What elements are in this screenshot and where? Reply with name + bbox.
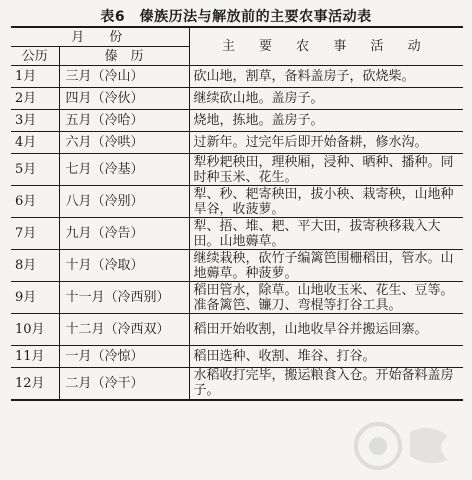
dai-month: 五月（冷哈） (59, 110, 189, 132)
dai-month: 十月（冷取） (59, 250, 189, 282)
gregorian-month: 10月 (11, 314, 59, 346)
table-row (11, 368, 463, 400)
gregorian-month: 3月 (11, 110, 59, 132)
activity-cell: 继续砍山地。盖房子。 (189, 88, 463, 110)
activity-cell: 继续栽秧，砍竹子编篱笆围栅稻田，管水。山地薅草。种菠萝。 (189, 250, 463, 282)
activity-cell: 砍山地，割草，备料盖房子，砍烧柴。 (189, 66, 463, 88)
table-row (11, 88, 463, 110)
gregorian-header: 公历 (11, 47, 59, 66)
dai-month: 四月（冷伙） (59, 88, 189, 110)
dai-month: 七月（冷基） (59, 154, 189, 186)
dai-month: 九月（冷告） (59, 218, 189, 250)
gregorian-month: 1月 (11, 66, 59, 88)
activity-cell: 犁、捂、堆、耙、平大田，拔寄秧移栽入大田。山地薅草。 (189, 218, 463, 250)
table-title: 表6 傣族历法与解放前的主要农事活动表 (100, 9, 372, 25)
activity-cell: 烧地，拣地。盖房子。 (189, 110, 463, 132)
activity-cell: 稻田开始收割，山地收旱谷并搬运回寨。 (189, 314, 463, 346)
gregorian-month: 2月 (11, 88, 59, 110)
table-row (11, 110, 463, 132)
dai-month: 三月（冷山） (59, 66, 189, 88)
table-row (11, 314, 463, 346)
dai-month: 六月（冷哄） (59, 132, 189, 154)
table-row (11, 346, 463, 368)
table-row (11, 218, 463, 250)
gregorian-month: 6月 (11, 186, 59, 218)
activity-cell: 过新年。过完年后即开始备耕，修水沟。 (189, 132, 463, 154)
dai-month: 十一月（冷西别） (59, 282, 189, 314)
table-row (11, 250, 463, 282)
dai-month: 八月（冷别） (59, 186, 189, 218)
dai-month: 二月（冷干） (59, 368, 189, 400)
table-row (11, 132, 463, 154)
gregorian-month: 9月 (11, 282, 59, 314)
activity-cell: 犁秒耙秧田，理秧厢，浸种、晒种、播种。同时种玉米、花生。 (189, 154, 463, 186)
activity-header: 主 要 农 事 活 动 (189, 27, 463, 66)
watermark-icon (338, 412, 458, 472)
activity-cell: 稻田管水，除草。山地收玉米、花生、豆等。准备篱笆、镰刀、弯棍等打谷工具。 (189, 282, 463, 314)
dai-calendar-header: 傣 历 (59, 47, 189, 66)
gregorian-month: 5月 (11, 154, 59, 186)
dai-month: 一月（冷惊） (59, 346, 189, 368)
table-row (11, 186, 463, 218)
month-header: 月 份 (11, 27, 189, 47)
gregorian-month: 7月 (11, 218, 59, 250)
activity-cell: 稻田选种、收割、堆谷、打谷。 (189, 346, 463, 368)
gregorian-month: 4月 (11, 132, 59, 154)
activity-cell: 水稻收打完毕，搬运粮食入仓。开始备料盖房子。 (189, 368, 463, 400)
farming-calendar-table (11, 26, 463, 401)
table-row (11, 66, 463, 88)
table-row (11, 282, 463, 314)
gregorian-month: 8月 (11, 250, 59, 282)
activity-cell: 犁、秒、耙寄秧田，拔小秧、栽寄秧，山地种旱谷，收菠萝。 (189, 186, 463, 218)
gregorian-month: 12月 (11, 368, 59, 400)
table-row (11, 154, 463, 186)
gregorian-month: 11月 (11, 346, 59, 368)
dai-month: 十二月（冷西双） (59, 314, 189, 346)
